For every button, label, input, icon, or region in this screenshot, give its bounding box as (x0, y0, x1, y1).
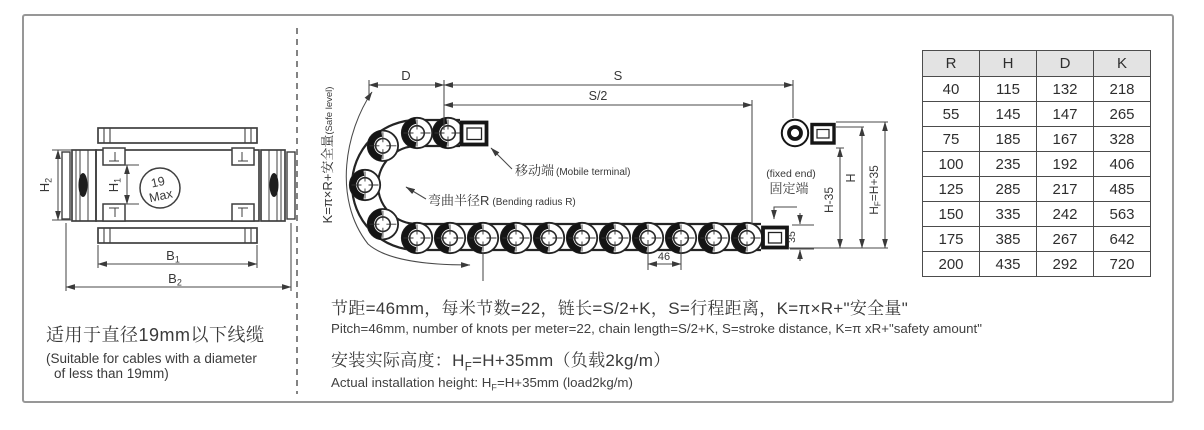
chain-link (368, 209, 398, 239)
col-header-r: R (923, 51, 980, 77)
h1-dim-label (106, 178, 123, 192)
h-minus-35-label: H-35 (822, 186, 836, 214)
mobile-terminal-block (462, 123, 487, 145)
col-header-d: D (1037, 51, 1094, 77)
bend-leader (406, 187, 426, 199)
table-cell: 55 (923, 102, 980, 127)
chain-link (402, 118, 432, 148)
table-cell: 292 (1037, 252, 1094, 277)
height-zh-sub: F (464, 361, 473, 374)
table-row (923, 177, 1151, 202)
hf-sub: F (873, 201, 883, 207)
b1-sub: 1 (174, 254, 180, 265)
safe-level-zh: K=π×R+安全量 (320, 134, 335, 224)
s-dim-label: S (613, 68, 623, 83)
height-en-post: =H+35mm (load2kg/m) (496, 375, 633, 391)
table-cell: 267 (1037, 227, 1094, 252)
table-cell: 147 (1037, 102, 1094, 127)
pitch-46-label: 46 (657, 251, 671, 263)
max-unit: Max (147, 186, 174, 206)
cable-note-en-line1: (Suitable for cables with a diameter (46, 350, 257, 366)
hf-rest: =H+35 (867, 165, 881, 202)
cross-section-diagram (35, 105, 303, 305)
b2-dim-label (168, 271, 182, 288)
table-cell: 435 (980, 252, 1037, 277)
hf-base: H (867, 206, 881, 215)
height-zh-post: =H+35mm（负载2kg/m） (472, 351, 671, 370)
height-en-pre: Actual installation height: H (331, 375, 492, 391)
mobile-en: (Mobile terminal) (556, 167, 631, 178)
cable-note-zh: 适用于直径19mm以下线缆 (46, 325, 265, 345)
table-cell: 125 (923, 177, 980, 202)
height-formula-zh (331, 346, 1021, 373)
chain-link (350, 170, 380, 200)
h2-base: H (37, 182, 52, 193)
table-cell: 132 (1037, 77, 1094, 102)
mobile-leader (491, 148, 512, 169)
fixed-bracket (782, 120, 834, 146)
safe-level-label (320, 87, 335, 224)
table-cell: 720 (1094, 252, 1151, 277)
chain-link (534, 223, 564, 253)
height-en-sub: F (491, 383, 497, 394)
table-cell: 642 (1094, 227, 1151, 252)
col-header-k: K (1094, 51, 1151, 77)
h2-sub: 2 (43, 177, 54, 183)
chain-link (600, 223, 630, 253)
right-pin (270, 173, 279, 197)
chain-link (732, 223, 762, 253)
table-cell: 167 (1037, 127, 1094, 152)
chain-links (350, 118, 762, 253)
table-cell: 200 (923, 252, 980, 277)
cable-note (46, 325, 265, 382)
table-cell: 285 (980, 177, 1037, 202)
spec-table-body (923, 77, 1151, 277)
b1-base: B (166, 248, 175, 263)
chain-link (402, 223, 432, 253)
hf-dim-label (867, 165, 883, 215)
fixed-end-block (763, 228, 787, 248)
table-row (923, 252, 1151, 277)
table-cell: 563 (1094, 202, 1151, 227)
dim-35-label: 35 (786, 231, 798, 243)
fixed-leader (774, 207, 797, 219)
table-cell: 235 (980, 152, 1037, 177)
bend-zh: 弯曲半径R (428, 193, 490, 208)
table-cell: 185 (980, 127, 1037, 152)
chain-diagram (318, 48, 908, 293)
col-header-h: H (980, 51, 1037, 77)
table-cell: 217 (1037, 177, 1094, 202)
cable-note-en-line2: of less than 19mm) (54, 366, 169, 382)
table-cell: 406 (1094, 152, 1151, 177)
table-cell: 335 (980, 202, 1037, 227)
table-row (923, 227, 1151, 252)
b2-base: B (168, 271, 177, 286)
chain-link (501, 223, 531, 253)
spec-table (922, 50, 1151, 277)
h2-dim-label (37, 178, 54, 192)
mobile-terminal-label (515, 163, 630, 178)
fixed-end-zh-label: 固定端 (769, 181, 809, 196)
table-header-row (923, 51, 1151, 77)
table-cell: 385 (980, 227, 1037, 252)
mobile-zh: 移动端 (515, 163, 555, 178)
chain-link (468, 223, 498, 253)
h1-base: H (106, 182, 121, 193)
table-cell: 218 (1094, 77, 1151, 102)
table-row (923, 77, 1151, 102)
bend-radius-label (428, 193, 576, 208)
spec-table-header (923, 51, 1151, 77)
table-cell: 75 (923, 127, 980, 152)
table-cell: 242 (1037, 202, 1094, 227)
s-half-dim-label: S/2 (588, 89, 608, 103)
table-cell: 265 (1094, 102, 1151, 127)
table-row (923, 127, 1151, 152)
safe-level-en: (Safe level) (324, 86, 335, 135)
height-zh-pre: 安装实际高度：H (331, 351, 465, 370)
table-row (923, 152, 1151, 177)
table-row (923, 202, 1151, 227)
table-row (923, 102, 1151, 127)
table-cell: 175 (923, 227, 980, 252)
h1-sub: 1 (112, 177, 123, 183)
chain-link (567, 223, 597, 253)
max-diameter-label (145, 173, 175, 205)
d-dim-label: D (401, 68, 411, 83)
bend-en: (Bending radius R) (492, 197, 576, 208)
table-cell: 485 (1094, 177, 1151, 202)
pitch-formula-en: Pitch=46mm, number of knots per meter=22, chain length=S/2+K, S=stroke distance, K=π xR+"safety amount" (331, 321, 982, 336)
chain-link (368, 131, 398, 161)
height-formula-en (331, 375, 1021, 393)
pitch-formula-zh: 节距=46mm，每米节数=22，链长=S/2+K，S=行程距离，K=π×R+"安全量" (331, 299, 909, 318)
chain-link (433, 118, 463, 148)
left-pin (79, 173, 88, 197)
table-cell: 100 (923, 152, 980, 177)
b1-dim-label (166, 248, 180, 265)
table-cell: 192 (1037, 152, 1094, 177)
b2-sub: 2 (176, 277, 182, 288)
section-body (62, 128, 295, 243)
table-cell: 40 (923, 77, 980, 102)
table-cell: 115 (980, 77, 1037, 102)
formula-block (331, 294, 1021, 393)
table-cell: 145 (980, 102, 1037, 127)
fixed-end-en-label: (fixed end) (766, 168, 816, 180)
h-dim-label: H (844, 173, 858, 183)
chain-link (699, 223, 729, 253)
chain-link (435, 223, 465, 253)
max-value: 19 (149, 173, 167, 191)
table-cell: 328 (1094, 127, 1151, 152)
table-cell: 150 (923, 202, 980, 227)
